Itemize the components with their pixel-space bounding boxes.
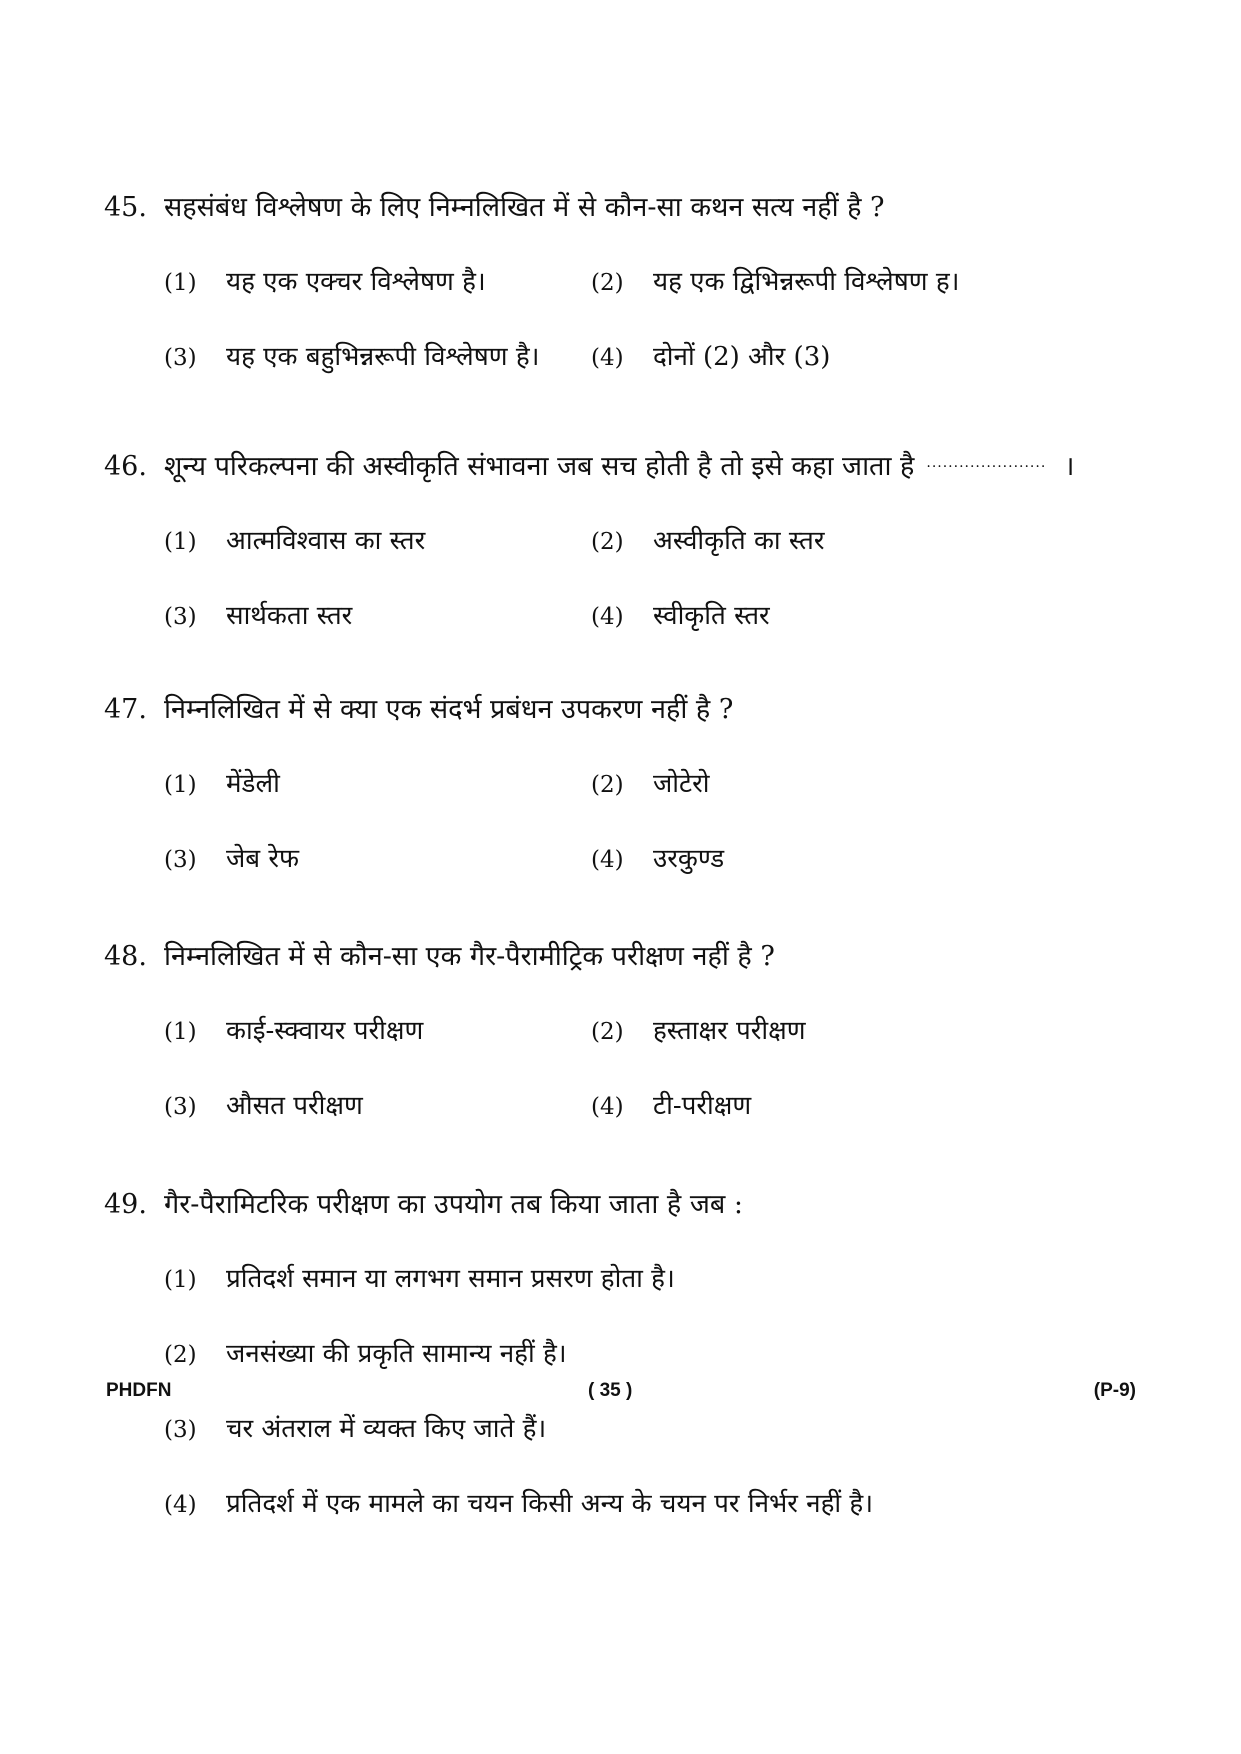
options [164,523,1144,635]
option-text: यह एक द्विभिन्नरूपी विश्लेषण ह। [653,267,960,297]
option-2 [591,264,960,301]
options-row [164,1486,1144,1523]
option-text: चर अंतराल में व्यक्त किए जाते हैं। [226,1414,547,1444]
question-stem [104,445,1144,485]
question-48 [104,939,1144,1125]
option-number: (3) [164,604,197,630]
option-1 [164,264,591,301]
question-49 [104,1187,1144,1523]
option-number: (2) [591,529,624,555]
option-number: (4) [164,1492,197,1518]
option-3 [164,1088,591,1125]
option-number: (4) [591,847,624,873]
question-stem [104,939,1144,975]
question-45 [104,190,1144,376]
option-text: हस्ताक्षर परीक्षण [653,1016,806,1046]
option-2 [591,523,825,560]
question-46 [104,445,1144,635]
option-text: यह एक बहुभिन्नरूपी विश्लेषण है। [226,342,540,372]
paper-code: PHDFN [106,1380,172,1401]
option-1 [164,1261,1064,1298]
options-row [164,766,1144,803]
option-number: (4) [591,604,624,630]
question-number: 49. [104,1189,147,1220]
options-row [164,1411,1144,1448]
option-number: (1) [164,270,197,296]
option-1 [164,1013,591,1050]
option-2 [164,1336,1064,1373]
option-text: अस्वीकृति का स्तर [653,526,825,556]
question-text: सहसंबंध विश्लेषण के लिए निम्नलिखित में से कौन-सा कथन सत्य नहीं है ? [164,192,885,223]
option-2 [591,766,710,803]
option-text: मेंडेली [226,769,280,799]
option-4 [591,1088,751,1125]
option-text: जनसंख्या की प्रकृति सामान्य नहीं है। [226,1339,567,1369]
question-number: 46. [104,451,147,482]
sentence-end: । [1064,451,1075,482]
page-number: ( 35 ) [588,1380,633,1401]
paper-set: (P-9) [1093,1380,1136,1401]
option-number: (2) [591,1019,624,1045]
option-1 [164,523,591,560]
option-2 [591,1013,806,1050]
option-number: (3) [164,847,197,873]
option-4 [591,598,770,635]
option-number: (1) [164,1019,197,1045]
option-number: (1) [164,772,197,798]
options-row [164,1261,1144,1298]
question-number: 48. [104,941,147,972]
option-number: (3) [164,345,197,371]
options-row [164,1088,1144,1125]
question-text-wrap [164,445,1144,485]
options-row [164,598,1144,635]
option-3 [164,1411,1064,1448]
options-row [164,1013,1144,1050]
option-text: जोटेरो [653,769,710,799]
option-number: (1) [164,529,197,555]
option-number: (3) [164,1094,197,1120]
option-number: (1) [164,1267,197,1293]
question-text: निम्नलिखित में से क्या एक संदर्भ प्रबंधन उपकरण नहीं है ? [164,694,734,725]
option-4 [591,841,724,878]
question-stem [104,692,1144,728]
option-number: (4) [591,1094,624,1120]
question-text: निम्नलिखित में से कौन-सा एक गैर-पैरामीट्रिक परीक्षण नहीं है ? [164,941,775,972]
option-text: औसत परीक्षण [226,1091,363,1121]
option-1 [164,766,591,803]
option-4 [164,1486,1064,1523]
question-text: गैर-पैरामिटरिक परीक्षण का उपयोग तब किया जाता है जब : [164,1189,743,1220]
options-row [164,523,1144,560]
option-3 [164,841,591,878]
question-stem [104,190,1144,226]
question-stem [104,1187,1144,1223]
option-4 [591,339,830,376]
option-text: उरकुण्ड [653,844,725,874]
option-number: (3) [164,1417,197,1443]
options [164,766,1144,878]
options-row [164,264,1144,301]
option-number: (2) [164,1342,197,1368]
question-number: 47. [104,694,147,725]
option-text: प्रतिदर्श समान या लगभग समान प्रसरण होता है। [226,1264,675,1294]
page-footer [106,1380,1136,1410]
answer-blank: ...................... [926,455,1047,471]
options [164,1013,1144,1125]
option-text: टी-परीक्षण [653,1091,752,1121]
option-text: स्वीकृति स्तर [653,601,770,631]
option-text: प्रतिदर्श में एक मामले का चयन किसी अन्य के चयन पर निर्भर नहीं है। [226,1489,874,1519]
option-text: दोनों (2) और (3) [653,342,831,372]
question-text: शून्य परिकल्पना की अस्वीकृति संभावना जब सच होती है तो इसे कहा जाता है [164,451,915,482]
options-row [164,339,1144,376]
option-number: (2) [591,270,624,296]
option-text: काई-स्क्वायर परीक्षण [226,1016,424,1046]
question-47 [104,692,1144,878]
option-text: सार्थकता स्तर [226,601,353,631]
option-number: (4) [591,345,624,371]
option-text: आत्मविश्वास का स्तर [226,526,426,556]
option-3 [164,339,591,376]
option-3 [164,598,591,635]
question-number: 45. [104,192,147,223]
option-number: (2) [591,772,624,798]
options-row [164,1336,1144,1373]
options-row [164,841,1144,878]
options [164,264,1144,376]
option-text: जेब रेफ [226,844,300,874]
option-text: यह एक एक्चर विश्लेषण है। [226,267,486,297]
